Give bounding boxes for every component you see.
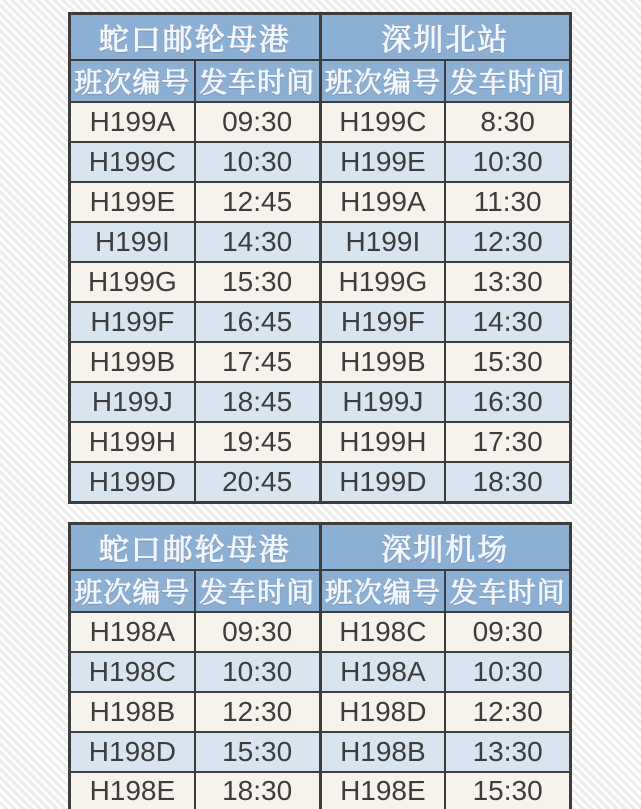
trip-number-cell: H198E	[320, 772, 445, 809]
trip-number-cell: H198C	[320, 612, 445, 652]
departure-time-cell: 12:45	[195, 182, 320, 222]
schedule-table-body	[70, 102, 571, 502]
departure-time-cell: 15:30	[195, 732, 320, 772]
departure-time-cell: 13:30	[445, 262, 570, 302]
table-row	[70, 222, 571, 262]
trip-number-cell: H199J	[70, 382, 195, 422]
departure-time-cell: 12:30	[445, 692, 570, 732]
trip-number-cell: H199G	[320, 262, 445, 302]
departure-time-cell: 20:45	[195, 462, 320, 502]
schedule-table-shekou-airport	[68, 522, 572, 809]
table-row	[70, 262, 571, 302]
station-header-row	[70, 523, 571, 570]
departure-time-cell: 10:30	[445, 652, 570, 692]
departure-time-cell: 15:30	[195, 262, 320, 302]
table-row	[70, 422, 571, 462]
departure-time-cell: 12:30	[445, 222, 570, 262]
departure-time-cell: 10:30	[195, 652, 320, 692]
trip-number-cell: H199C	[320, 102, 445, 142]
column-header-trip-number: 班次编号	[320, 60, 445, 102]
trip-number-cell: H199E	[70, 182, 195, 222]
departure-time-cell: 13:30	[445, 732, 570, 772]
departure-time-cell: 15:30	[445, 772, 570, 809]
trip-number-cell: H198A	[320, 652, 445, 692]
trip-number-cell: H198D	[320, 692, 445, 732]
trip-number-cell: H198B	[70, 692, 195, 732]
trip-number-cell: H199A	[320, 182, 445, 222]
table-row	[70, 102, 571, 142]
trip-number-cell: H199A	[70, 102, 195, 142]
trip-number-cell: H199E	[320, 142, 445, 182]
schedule-table-body	[70, 612, 571, 809]
trip-number-cell: H199H	[320, 422, 445, 462]
departure-time-cell: 09:30	[445, 612, 570, 652]
departure-time-cell: 11:30	[445, 182, 570, 222]
departure-time-cell: 18:30	[445, 462, 570, 502]
trip-number-cell: H199I	[320, 222, 445, 262]
departure-time-cell: 10:30	[445, 142, 570, 182]
trip-number-cell: H199H	[70, 422, 195, 462]
column-header-row	[70, 60, 571, 102]
departure-time-cell: 09:30	[195, 612, 320, 652]
table-row	[70, 382, 571, 422]
trip-number-cell: H199D	[320, 462, 445, 502]
trip-number-cell: H199G	[70, 262, 195, 302]
column-header-trip-number: 班次编号	[70, 570, 195, 612]
table-row	[70, 652, 571, 692]
departure-time-cell: 14:30	[195, 222, 320, 262]
trip-number-cell: H198D	[70, 732, 195, 772]
departure-time-cell: 14:30	[445, 302, 570, 342]
trip-number-cell: H198E	[70, 772, 195, 809]
table-row	[70, 342, 571, 382]
departure-time-cell: 16:45	[195, 302, 320, 342]
column-header-row	[70, 570, 571, 612]
station-header-shekou: 蛇口邮轮母港	[70, 523, 321, 570]
table-row	[70, 612, 571, 652]
trip-number-cell: H199D	[70, 462, 195, 502]
table-row	[70, 732, 571, 772]
column-header-departure-time: 发车时间	[445, 570, 570, 612]
table-row	[70, 182, 571, 222]
table-row	[70, 692, 571, 732]
table-row	[70, 142, 571, 182]
departure-time-cell: 10:30	[195, 142, 320, 182]
station-header-shenzhen-north: 深圳北站	[320, 14, 571, 61]
trip-number-cell: H199B	[70, 342, 195, 382]
table-row	[70, 462, 571, 502]
departure-time-cell: 16:30	[445, 382, 570, 422]
column-header-departure-time: 发车时间	[445, 60, 570, 102]
station-header-shenzhen-airport: 深圳机场	[320, 523, 571, 570]
column-header-trip-number: 班次编号	[320, 570, 445, 612]
departure-time-cell: 18:45	[195, 382, 320, 422]
departure-time-cell: 8:30	[445, 102, 570, 142]
departure-time-cell: 19:45	[195, 422, 320, 462]
departure-time-cell: 17:45	[195, 342, 320, 382]
table-row	[70, 302, 571, 342]
departure-time-cell: 12:30	[195, 692, 320, 732]
departure-time-cell: 17:30	[445, 422, 570, 462]
trip-number-cell: H199F	[70, 302, 195, 342]
column-header-trip-number: 班次编号	[70, 60, 195, 102]
trip-number-cell: H198A	[70, 612, 195, 652]
station-header-row	[70, 14, 571, 61]
table-row	[70, 772, 571, 809]
trip-number-cell: H199J	[320, 382, 445, 422]
trip-number-cell: H199B	[320, 342, 445, 382]
departure-time-cell: 18:30	[195, 772, 320, 809]
column-header-departure-time: 发车时间	[195, 570, 320, 612]
trip-number-cell: H199I	[70, 222, 195, 262]
trip-number-cell: H198B	[320, 732, 445, 772]
schedule-table-shekou-north	[68, 12, 572, 504]
column-header-departure-time: 发车时间	[195, 60, 320, 102]
trip-number-cell: H198C	[70, 652, 195, 692]
trip-number-cell: H199F	[320, 302, 445, 342]
departure-time-cell: 09:30	[195, 102, 320, 142]
trip-number-cell: H199C	[70, 142, 195, 182]
departure-time-cell: 15:30	[445, 342, 570, 382]
station-header-shekou: 蛇口邮轮母港	[70, 14, 321, 61]
